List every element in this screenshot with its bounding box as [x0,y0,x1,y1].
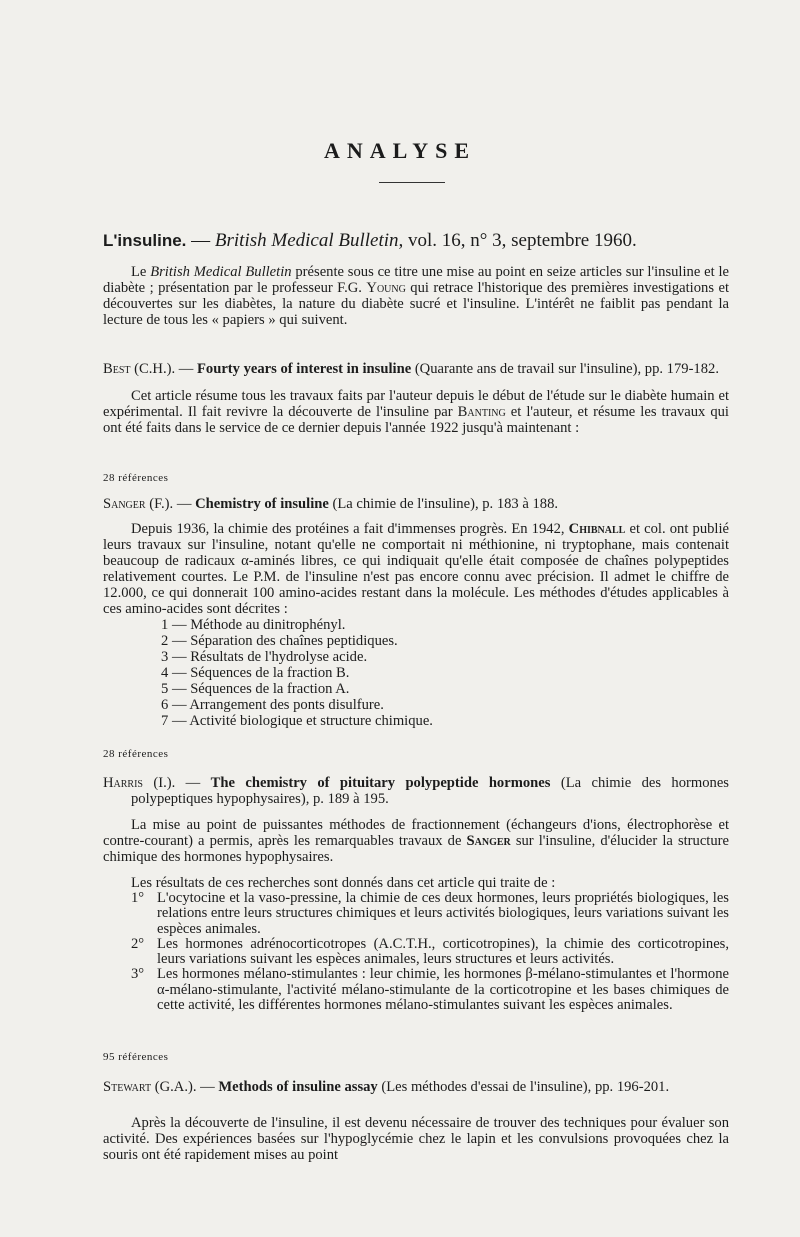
topic-item [131,935,729,968]
best-body-pre: Cet article résume tous les travaux faits par l'auteur depuis le début de l'étude sur le diabète humain et expérimental. Il fait revivre la découverte de l'insuline par [103,388,729,420]
best-rest: (Quarante ans de travail sur l'insuline), pp. 179-182. [411,361,719,377]
stewart-citation [103,1079,729,1095]
harris-citation [103,775,729,807]
heading-dash: — [186,230,215,251]
topic-number: 1° [131,890,145,906]
best-citation [103,361,729,377]
sanger-initials: (F.). — [145,496,196,512]
stewart-title: Methods of insuline assay [218,1079,378,1095]
sanger-summary [103,521,729,617]
topic-item [131,966,729,1014]
harris-sanger: Sanger [466,833,511,849]
sanger-references: 28 références [103,748,169,760]
topic-text: L'ocytocine et la vaso-pressine, la chimie de ces deux hormones, leurs propriétés biologiques, les relations entre leurs structures chimiques et leurs activités biologiques, leurs variations suivant les espèces animales. [157,890,729,937]
sanger-citation [103,496,729,512]
article-harris [103,775,729,1013]
topic-text: Les hormones adrénocorticotropes (A.C.T.H., corticotropines), la chimie des corticotropines, leurs variations suivant les espèces animales, leurs structures et leurs activités. [157,935,729,968]
stewart-author: Stewart [103,1079,152,1095]
method-item: 3 — Résultats de l'hydrolyse acide. [161,649,368,665]
harris-results-intro: Les résultats de ces recherches sont donnés dans cet article qui traite de : [131,875,556,891]
method-item: 5 — Séquences de la fraction A. [161,681,350,697]
page-title: ANALYSE [323,138,477,163]
best-references: 28 références [103,472,169,484]
method-item: 4 — Séquences de la fraction B. [161,665,350,681]
intro-mid: présente sous ce titre une mise au point en seize articles sur l'insuline et le diabète ; présentation par le professeur F.G. [103,264,729,296]
topic-number: 3° [131,966,145,983]
method-item: 1 — Méthode au dinitrophényl. [161,617,346,633]
harris-body-pre: La mise au point de puissantes méthodes de fractionnement (échangeurs d'ions, électrophorèse et contre-courant) a permis, après les remarquables travaux de [103,817,729,849]
best-initials: (C.H.). — [130,361,197,377]
topic-text: Les hormones mélano-stimulantes : leur chimie, les hormones β-mélano-stimulantes et l'hormone α-mélano-stimulante, l'activité mélano-stimulante de la corticotropine et les bases chimiques de cette activité, les différentes hormones mélano-stimulantes suivant les espèces animales. [157,966,729,1014]
method-item: 7 — Activité biologique et structure chimique. [161,713,433,729]
stewart-initials: (G.A.). — [151,1079,219,1095]
article-sanger [103,496,729,729]
best-author: Best [103,361,131,377]
stewart-summary: Après la découverte de l'insuline, il est devenu nécessaire de trouver des techniques pour évaluer son activité. Des expériences basées sur l'hypoglycémie chez le lapin et les convulsions provoquées chez la souris ont été rapidement mises au point [103,1115,729,1163]
article-best [103,361,729,436]
intro-prof: Young [366,280,406,296]
harris-rest: (La chimie des hormones polypeptiques hypophysaires), p. 189 à 195. [131,775,729,807]
sanger-body-post: et col. ont publié leurs travaux sur l'insuline, notant qu'elle ne comportait ni méthionine, ni tryptophane, mais contenait beaucoup de radicaux α-aminés libres, ce qui indiquait qu'elle était composée de chaînes polypeptides relativement courtes. Le P.M. de l'insuline n'est pas encore connu avec précision. Il admet le chiffre de 12.000, ce qui donnerait 100 amino-acides restant dans la molécule. Les méthodes d'études applicables à ces amino-acides sont décrites : [103,521,729,617]
best-title: Fourty years of interest in insuline [197,361,412,377]
harris-summary [103,817,729,865]
sanger-title: Chemistry of insuline [195,496,329,512]
sanger-chibnall: Chibnall [568,521,626,537]
sanger-method-list [103,617,729,729]
intro-pre: Le [131,264,151,280]
harris-initials: (I.). — [143,775,211,791]
harris-references: 95 références [103,1051,169,1063]
best-body-post: et l'auteur, et résume les travaux qui ont été faits dans le service de ce dernier depuis l'année 1922 jusqu'à maintenant : [103,404,729,436]
best-banting: Banting [457,404,506,420]
harris-topic-list [103,891,729,1013]
harris-title: The chemistry of pituitary polypeptide hormones [210,775,551,791]
heading-lead: L'insuline. [103,231,187,250]
article-stewart [103,1079,729,1163]
harris-author: Harris [103,775,143,791]
intro-post: qui retrace l'historique des premières investigations et découvertes sur les diabètes, la nature du diabète sucré et l'insuline. L'intérêt ne faiblit pas pendant la lecture de tous les « papiers » qui suivent. [103,280,729,328]
harris-body-post: sur l'insuline, d'élucider la structure chimique des hormones hypophysaires. [103,833,729,865]
heading-journal: British Medical Bulletin, [214,230,404,251]
intro-section [103,264,729,328]
topic-number: 2° [131,935,145,952]
sanger-author: Sanger [103,496,146,512]
sanger-body-pre: Depuis 1936, la chimie des protéines a fait d'immenses progrès. En 1942, [131,521,569,537]
intro-paragraph [103,264,729,328]
title-rule [379,182,445,183]
sanger-rest: (La chimie de l'insuline), p. 183 à 188. [328,496,559,512]
topic-item [131,890,729,937]
method-item: 2 — Séparation des chaînes peptidiques. [161,633,398,649]
method-item: 6 — Arrangement des ponts disulfure. [161,697,384,713]
heading-issue: vol. 16, n° 3, septembre 1960. [403,230,637,251]
main-heading [103,230,733,252]
best-summary [103,388,729,436]
stewart-rest: (Les méthodes d'essai de l'insuline), pp. 196-201. [377,1079,670,1095]
intro-journal: British Medical Bulletin [150,264,292,280]
